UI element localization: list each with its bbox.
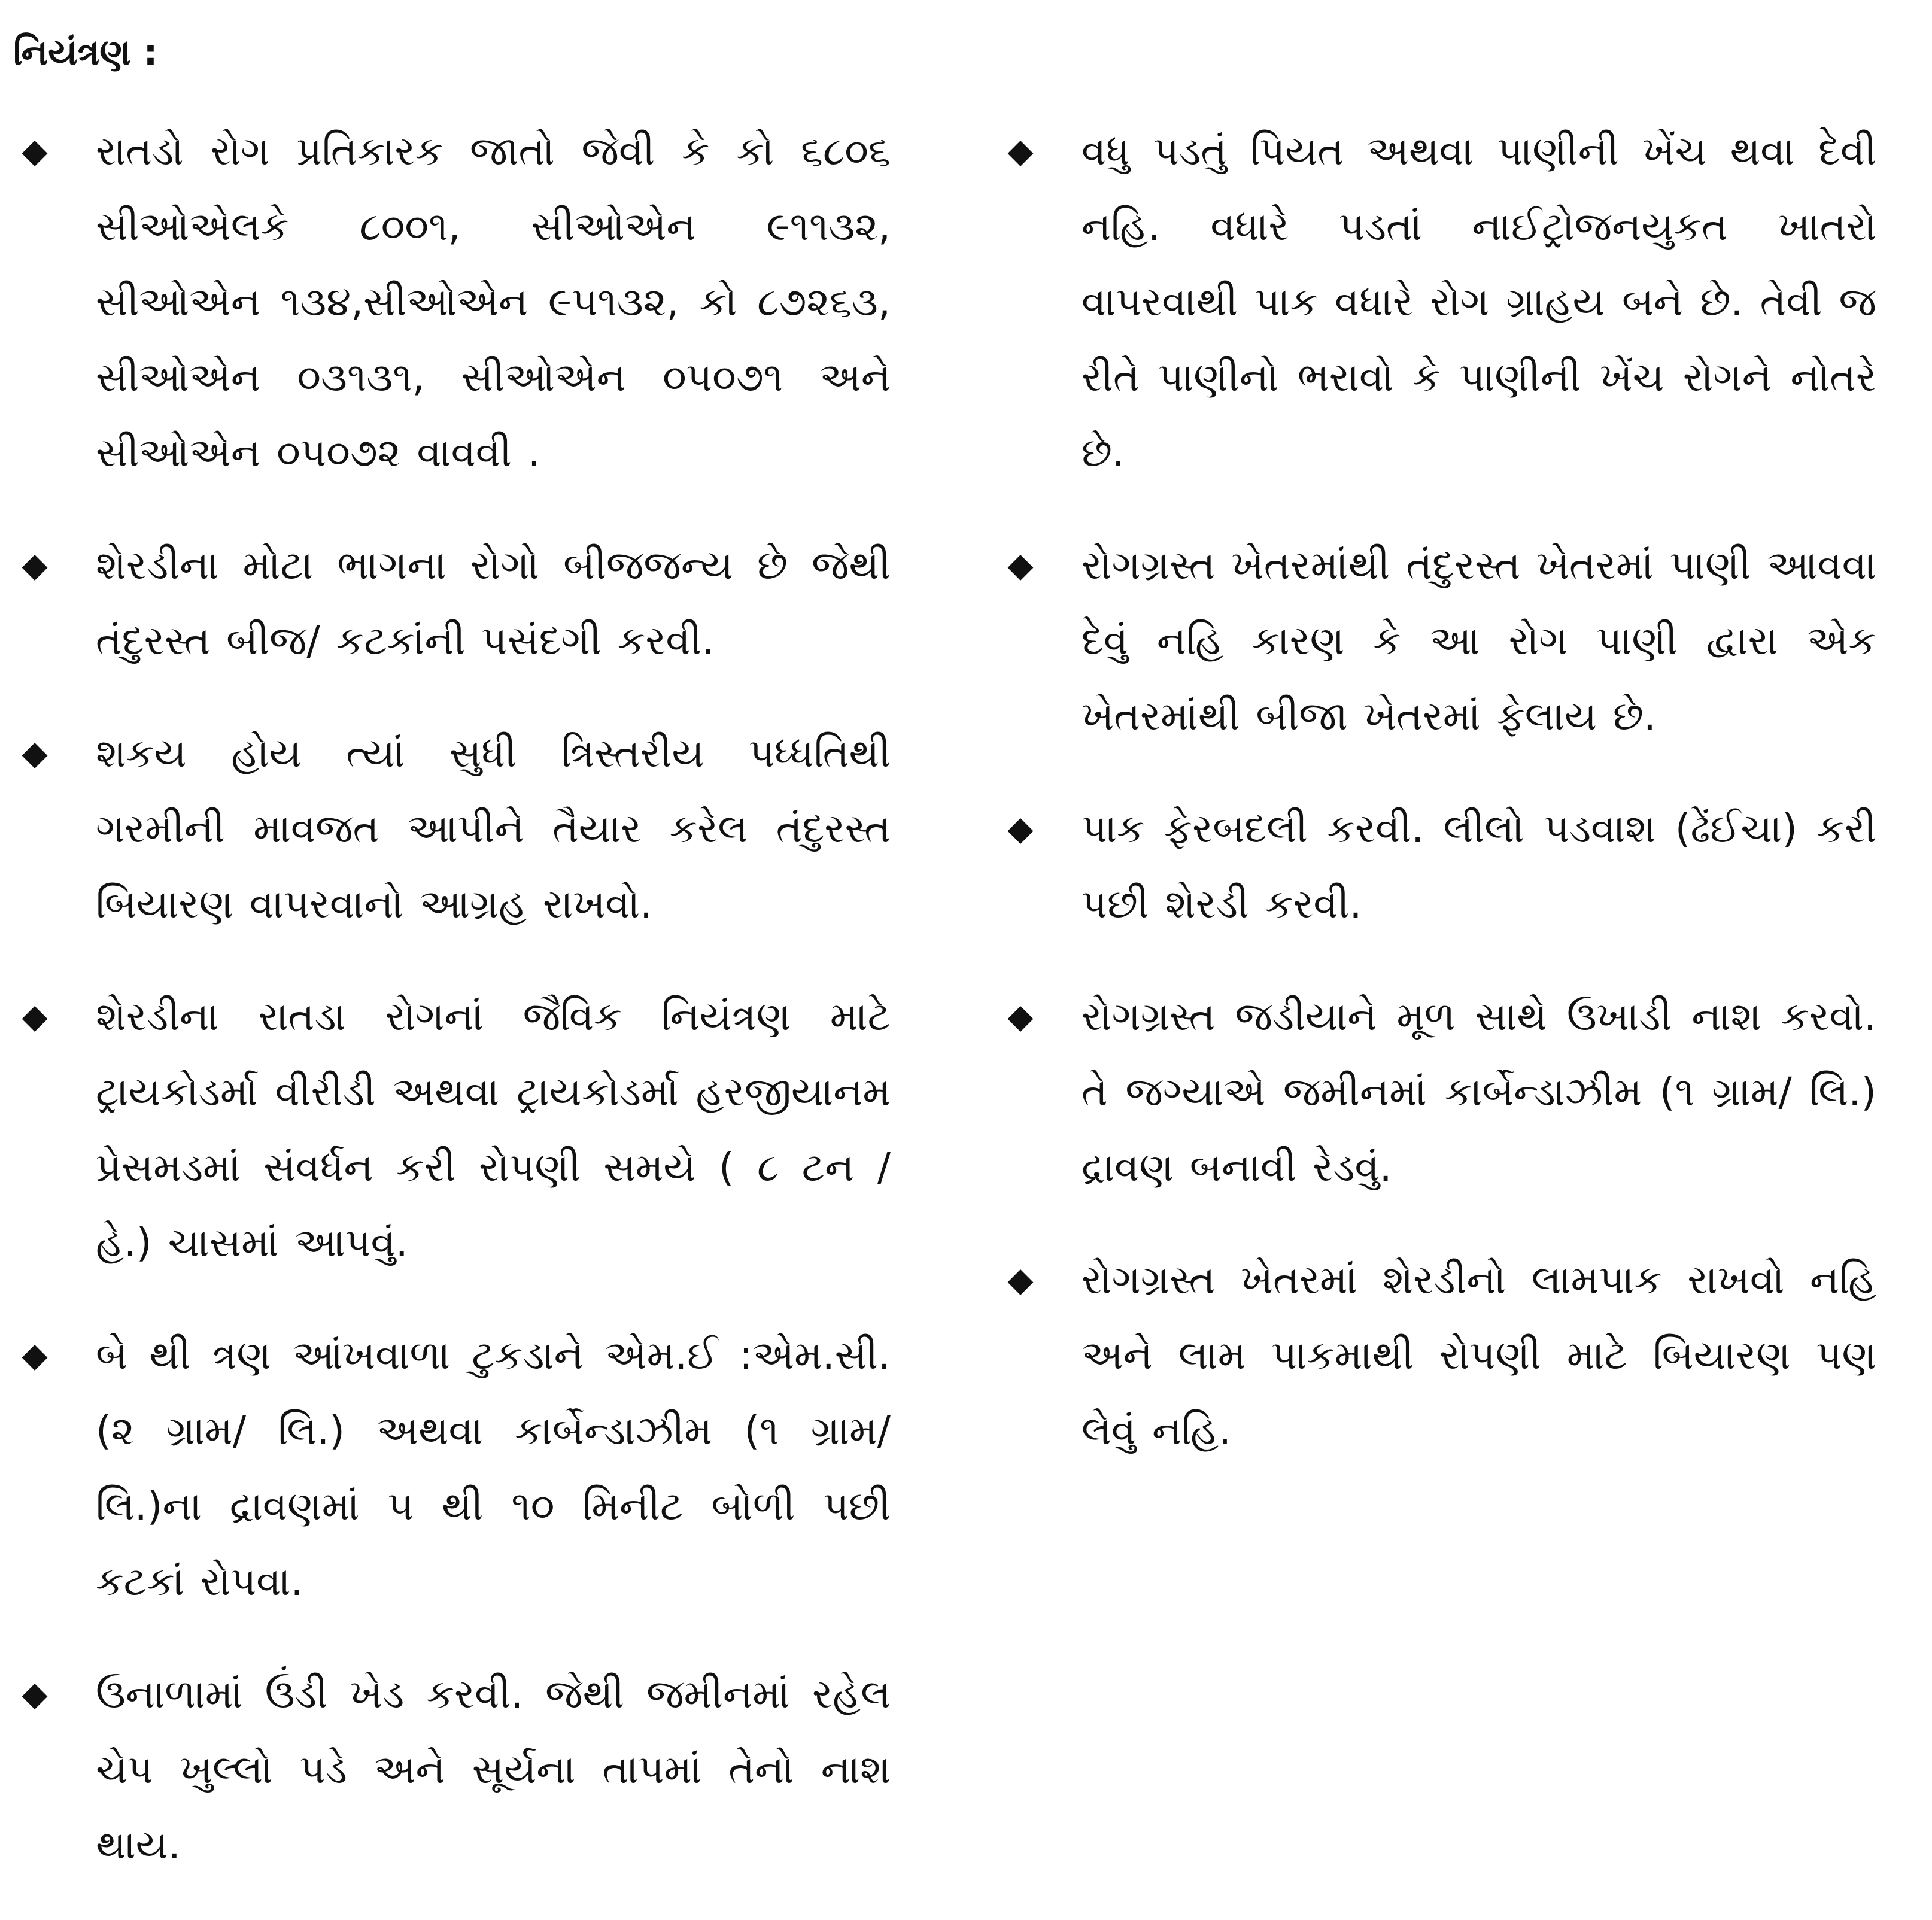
- list-item: [11, 716, 891, 942]
- list-item-text: શકય હોય ત્યાં સુધી ત્રિસ્તરીય પધ્ધતિથી ગરમીની માવજત આપીને તૈયાર કરેલ તંદુરસ્ત બિયારણ વાપરવાનો આગ્રહ રાખવો.: [96, 730, 891, 927]
- list-item-text: શેરડીના રાતડા રોગનાં જૈવિક નિયંત્રણ માટે ટ્રાયકોડર્મા વીરીડી અથવા ટ્રાયકોડર્મા હરજીયાનમ પ્રેસમડમાં સંવર્ધન કરી રોપણી સમયે ( ૮ ટન / હે.) ચાસમાં આપવું.: [96, 994, 891, 1266]
- list-item: [997, 114, 1876, 491]
- list-item-text: રોગગ્રસ્ત જડીયાને મૂળ સાથે ઉખાડી નાશ કરવો. તે જગ્યાએ જમીનમાં કાર્બેન્ડાઝીમ (૧ ગ્રામ/ લિ.) દ્રાવણ બનાવી રેડવું.: [1082, 994, 1876, 1190]
- list-item: [997, 1242, 1876, 1469]
- list-item-text: બે થી ત્રણ આંખવાળા ટુકડાને એમ.ઈ :એમ.સી. (૨ ગ્રામ/ લિ.) અથવા કાર્બેન્ડાઝીમ (૧ ગ્રામ/ લિ.)ના દ્રાવણમાં ૫ થી ૧૦ મિનીટ બોળી પછી કટકાં રોપવા.: [96, 1332, 891, 1605]
- section-heading: નિયંત્રણ :: [13, 32, 158, 74]
- list-item-text: શેરડીના મોટા ભાગના રોગો બીજજન્ય છે જેથી તંદુરસ્ત બીજ/ કટકાંની પસંદગી કરવી.: [96, 542, 891, 664]
- list-item-text: રાતડો રોગ પ્રતિકારક જાતો જેવી કે કો ૬૮૦૬ સીઓએલકે ૮૦૦૧, સીઓએન ૯૧૧૩૨, સીઓએન ૧૩૪,સીઓએન ૯૫૧૩૨, કો ૮૭૨૬૩, સીઓએન ૦૩૧૩૧, સીઓએન ૦૫૦૭૧ અને સીઓએન ૦૫૦૭૨ વાવવી .: [96, 128, 891, 476]
- diamond-bullet-icon: ◆: [1007, 132, 1034, 171]
- list-item: [997, 791, 1876, 942]
- diamond-bullet-icon: ◆: [1007, 809, 1034, 848]
- list-item: [11, 1318, 891, 1620]
- list-item: [997, 979, 1876, 1205]
- diamond-bullet-icon: ◆: [1007, 997, 1034, 1036]
- right-column-list: [997, 114, 1876, 1506]
- list-item-text: વધુ પડતું પિયત અથવા પાણીની ખેંચ થવા દેવી નહિ. વધારે પડતાં નાઈટ્રોજનયુકત ખાતરો વાપરવાથી પાક વધારે રોગ ગ્રાહય બને છે. તેવી જ રીતે પાણીનો ભરાવો કે પાણીની ખેંચ રોગને નોતરે છે.: [1082, 128, 1876, 476]
- diamond-bullet-icon: ◆: [22, 1336, 48, 1375]
- list-item-text: પાક ફેરબદલી કરવી. લીલો પડવાશ (ઢેંઈચા) કરી પછી શેરડી કરવી.: [1082, 806, 1876, 927]
- list-item: [11, 114, 891, 491]
- left-column-list: [11, 114, 891, 1920]
- list-item: [11, 528, 891, 679]
- diamond-bullet-icon: ◆: [1007, 1260, 1034, 1299]
- list-item: [11, 979, 891, 1281]
- list-item-text: રોગગ્રસ્ત ખેતરમાંથી તંદુરસ્ત ખેતરમાં પાણી આવવા દેવું નહિ કારણ કે આ રોગ પાણી દ્વારા એક ખેતરમાંથી બીજા ખેતરમાં ફેલાય છે.: [1082, 542, 1876, 739]
- list-item: [997, 528, 1876, 754]
- diamond-bullet-icon: ◆: [22, 734, 48, 773]
- diamond-bullet-icon: ◆: [22, 132, 48, 171]
- list-item-text: રોગગ્રસ્ત ખેતરમાં શેરડીનો લામપાક રાખવો નહિ અને લામ પાકમાથી રોપણી માટે બિયારણ પણ લેવું નહિ.: [1082, 1257, 1876, 1454]
- diamond-bullet-icon: ◆: [22, 546, 48, 585]
- list-item-text: ઉનાળામાં ઉંડી ખેડ કરવી. જેથી જમીનમાં રહેલ ચેપ ખુલ્લો પડે અને સૂર્યના તાપમાં તેનો નાશ થાય.: [96, 1671, 891, 1868]
- diamond-bullet-icon: ◆: [1007, 546, 1034, 585]
- diamond-bullet-icon: ◆: [22, 997, 48, 1036]
- list-item: [11, 1657, 891, 1883]
- diamond-bullet-icon: ◆: [22, 1675, 48, 1714]
